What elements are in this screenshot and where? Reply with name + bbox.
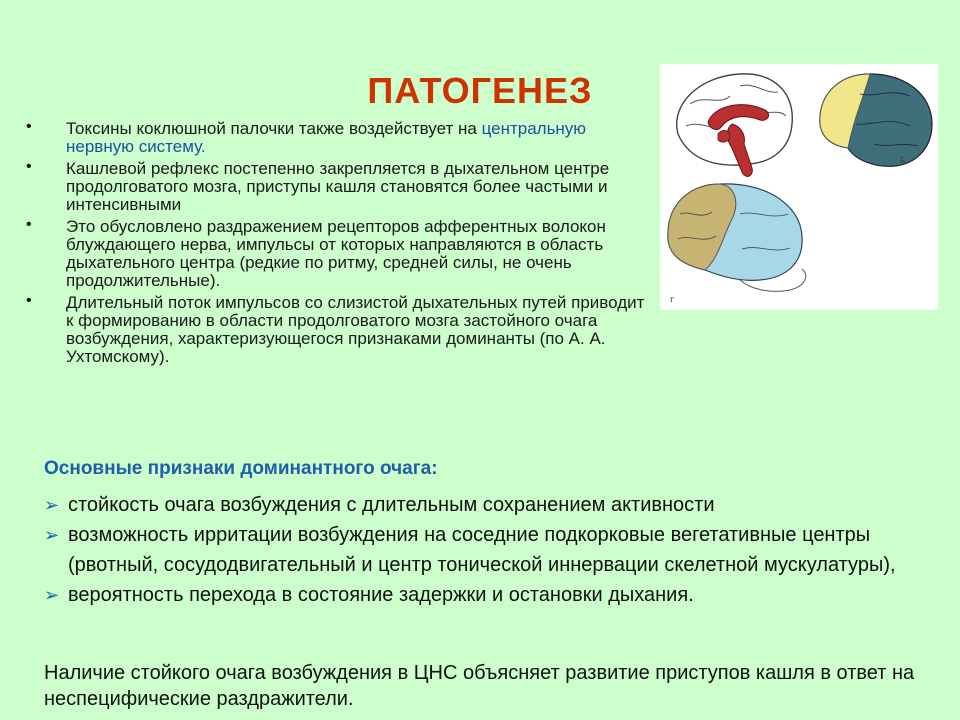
bullet-dot-icon: •	[26, 292, 32, 309]
brain-lateral-bottom	[668, 184, 806, 304]
bullet-item	[26, 294, 646, 366]
bullet-text: Кашлевой рефлекс постепенно закрепляется в дыхательном центре продолговатого мозга, приступы кашля становятся более частыми и интенсивными	[66, 159, 610, 214]
bullet-dot-icon: •	[26, 158, 32, 175]
bullet-text: Это обусловлено раздражением рецепторов афферентных волокон блуждающего нерва, импульсы от которых направляются в область дыхательного центра (редкие по ритму, средней силы, не очень продолжительные).	[66, 217, 606, 290]
bullet-dot-icon: •	[26, 216, 32, 233]
conclusion-text: Наличие стойкого очага возбуждения в ЦНС объясняет развитие приступов кашля в ответ на неспецифические раздражители.	[44, 662, 915, 710]
bullet-item	[26, 218, 646, 290]
bullet-item	[26, 160, 646, 214]
pathogenesis-bullets	[26, 120, 646, 370]
arrow-bullet-icon: ➢	[44, 525, 60, 545]
dominant-signs-list	[44, 490, 954, 610]
dominant-sign-item	[44, 580, 954, 610]
arrow-bullet-icon: ➢	[44, 585, 60, 605]
bullet-highlight: центральную нервную систему.	[66, 119, 587, 156]
arrow-bullet-icon: ➢	[44, 495, 60, 515]
brain-sagittal-section	[677, 74, 793, 176]
dominant-sign-item	[44, 490, 954, 520]
dominant-sign-text: возможность ирритации возбуждения на соседние подкорковые вегетативные центры (рвотный, сосудодвигательный и центр тонической иннервации скелетной мускулатуры),	[68, 524, 896, 576]
dominant-sign-text: стойкость очага возбуждения с длительным сохранением активности	[68, 494, 715, 516]
brain-illustration	[660, 64, 938, 310]
dominant-sign-text: вероятность перехода в состояние задержки и остановки дыхания.	[68, 584, 694, 606]
brain-lateral-top	[820, 74, 932, 166]
dominant-focus-section	[44, 458, 954, 610]
figure-label: Б	[900, 157, 906, 165]
bullet-dot-icon: •	[26, 118, 32, 135]
slide-title: ПАТОГЕНЕЗ	[367, 70, 593, 111]
dominant-heading: Основные признаки доминантного очага:	[44, 458, 438, 479]
dominant-sign-item	[44, 520, 954, 580]
brain-drawing	[660, 64, 938, 310]
bullet-text: Токсины коклюшной палочки также воздействует на	[66, 119, 482, 138]
bullet-item	[26, 120, 646, 156]
bullet-text: Длительный поток импульсов со слизистой дыхательных путей приводит к формированию в области продолговатого мозга застойного очага возбуждения, характеризующегося признаками доминанты (по А. А. Ухтомскому).	[66, 293, 645, 366]
figure-label: г	[670, 295, 675, 304]
